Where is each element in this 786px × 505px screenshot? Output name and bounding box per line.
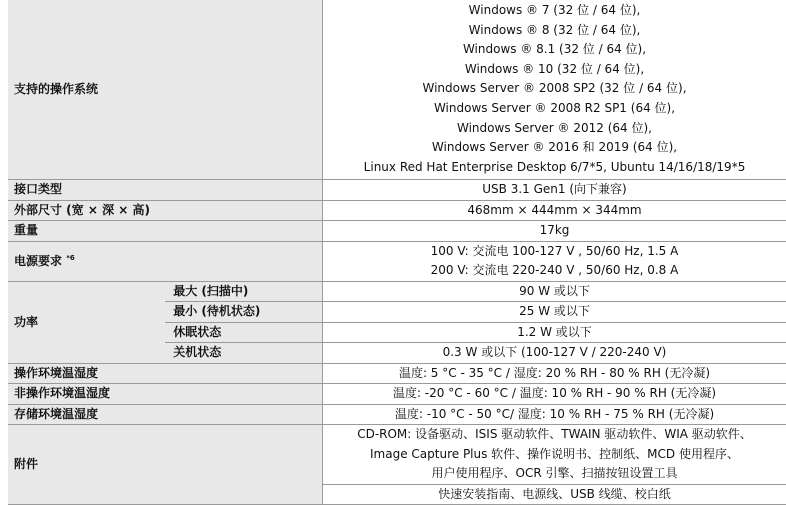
interface-value: USB 3.1 Gen1 (向下兼容)	[323, 180, 786, 201]
row-storage-env	[8, 404, 786, 425]
os-value: Windows ® 7 (32 位 / 64 位), Windows ® 8 (32 位 / 64 位), Windows ® 8.1 (32 位 / 64 位), Windows ® 10 (32 位 / 64 位), Windows Server ® 2008 SP2 (32 位 / 64 位), Windows Server ® 2008 R2 SP1 (64 位), Windows Server ® 2012 (64 位), Windows Server ® 2016 和 2019 (64 位), Linux Red Hat Enterprise Desktop 6/7*5, Ubuntu 14/16/18/19*5	[323, 0, 786, 180]
power-off-value: 0.3 W 或以下 (100-127 V / 220-240 V)	[323, 343, 786, 364]
row-accessories	[8, 425, 786, 485]
os-label: 支持的操作系统	[8, 0, 323, 180]
accessories-label: 附件	[8, 425, 323, 505]
row-power-req	[8, 241, 786, 281]
accessories-value-2: 快速安装指南、电源线、USB 线缆、校白纸	[323, 484, 786, 505]
dimensions-label: 外部尺寸 (宽 × 深 × 高)	[8, 200, 323, 221]
op-env-label: 操作环境温湿度	[8, 363, 323, 384]
weight-label: 重量	[8, 221, 323, 242]
weight-value: 17kg	[323, 221, 786, 242]
power-max-label: 最大 (扫描中)	[165, 281, 322, 302]
dimensions-value: 468mm × 444mm × 344mm	[323, 200, 786, 221]
row-op-env	[8, 363, 786, 384]
row-os	[8, 0, 786, 180]
power-sleep-value: 1.2 W 或以下	[323, 322, 786, 343]
row-dimensions	[8, 200, 786, 221]
interface-label: 接口类型	[8, 180, 323, 201]
power-sleep-label: 休眠状态	[165, 322, 322, 343]
power-req-label: 电源要求	[14, 254, 62, 268]
accessories-value: CD-ROM: 设备驱动、ISIS 驱动软件、TWAIN 驱动软件、WIA 驱动软件、 Image Capture Plus 软件、操作说明书、控制纸、MCD 使用程序、 用户使用程序、OCR 引擎、扫描按钮设置工具	[323, 425, 786, 485]
power-min-value: 25 W 或以下	[323, 302, 786, 323]
power-max-value: 90 W 或以下	[323, 281, 786, 302]
storage-env-value: 温度: -10 °C - 50 °C/ 湿度: 10 % RH - 75 % RH (无冷凝)	[323, 404, 786, 425]
row-power-max	[8, 281, 786, 302]
nonop-env-label: 非操作环境温湿度	[8, 384, 323, 405]
storage-env-label: 存储环境温湿度	[8, 404, 323, 425]
row-interface	[8, 180, 786, 201]
row-nonop-env	[8, 384, 786, 405]
spec-table	[8, 0, 786, 505]
power-req-note: *6	[66, 254, 75, 262]
power-off-label: 关机状态	[165, 343, 322, 364]
power-min-label: 最小 (待机状态)	[165, 302, 322, 323]
row-weight	[8, 221, 786, 242]
power-req-value: 100 V: 交流电 100-127 V , 50/60 Hz, 1.5 A 200 V: 交流电 220-240 V , 50/60 Hz, 0.8 A	[323, 241, 786, 281]
power-req-label-cell	[8, 241, 323, 281]
nonop-env-value: 温度: -20 °C - 60 °C / 温度: 10 % RH - 90 % RH (无冷凝)	[323, 384, 786, 405]
power-label: 功率	[8, 281, 165, 363]
op-env-value: 温度: 5 °C - 35 °C / 湿度: 20 % RH - 80 % RH (无冷凝)	[323, 363, 786, 384]
